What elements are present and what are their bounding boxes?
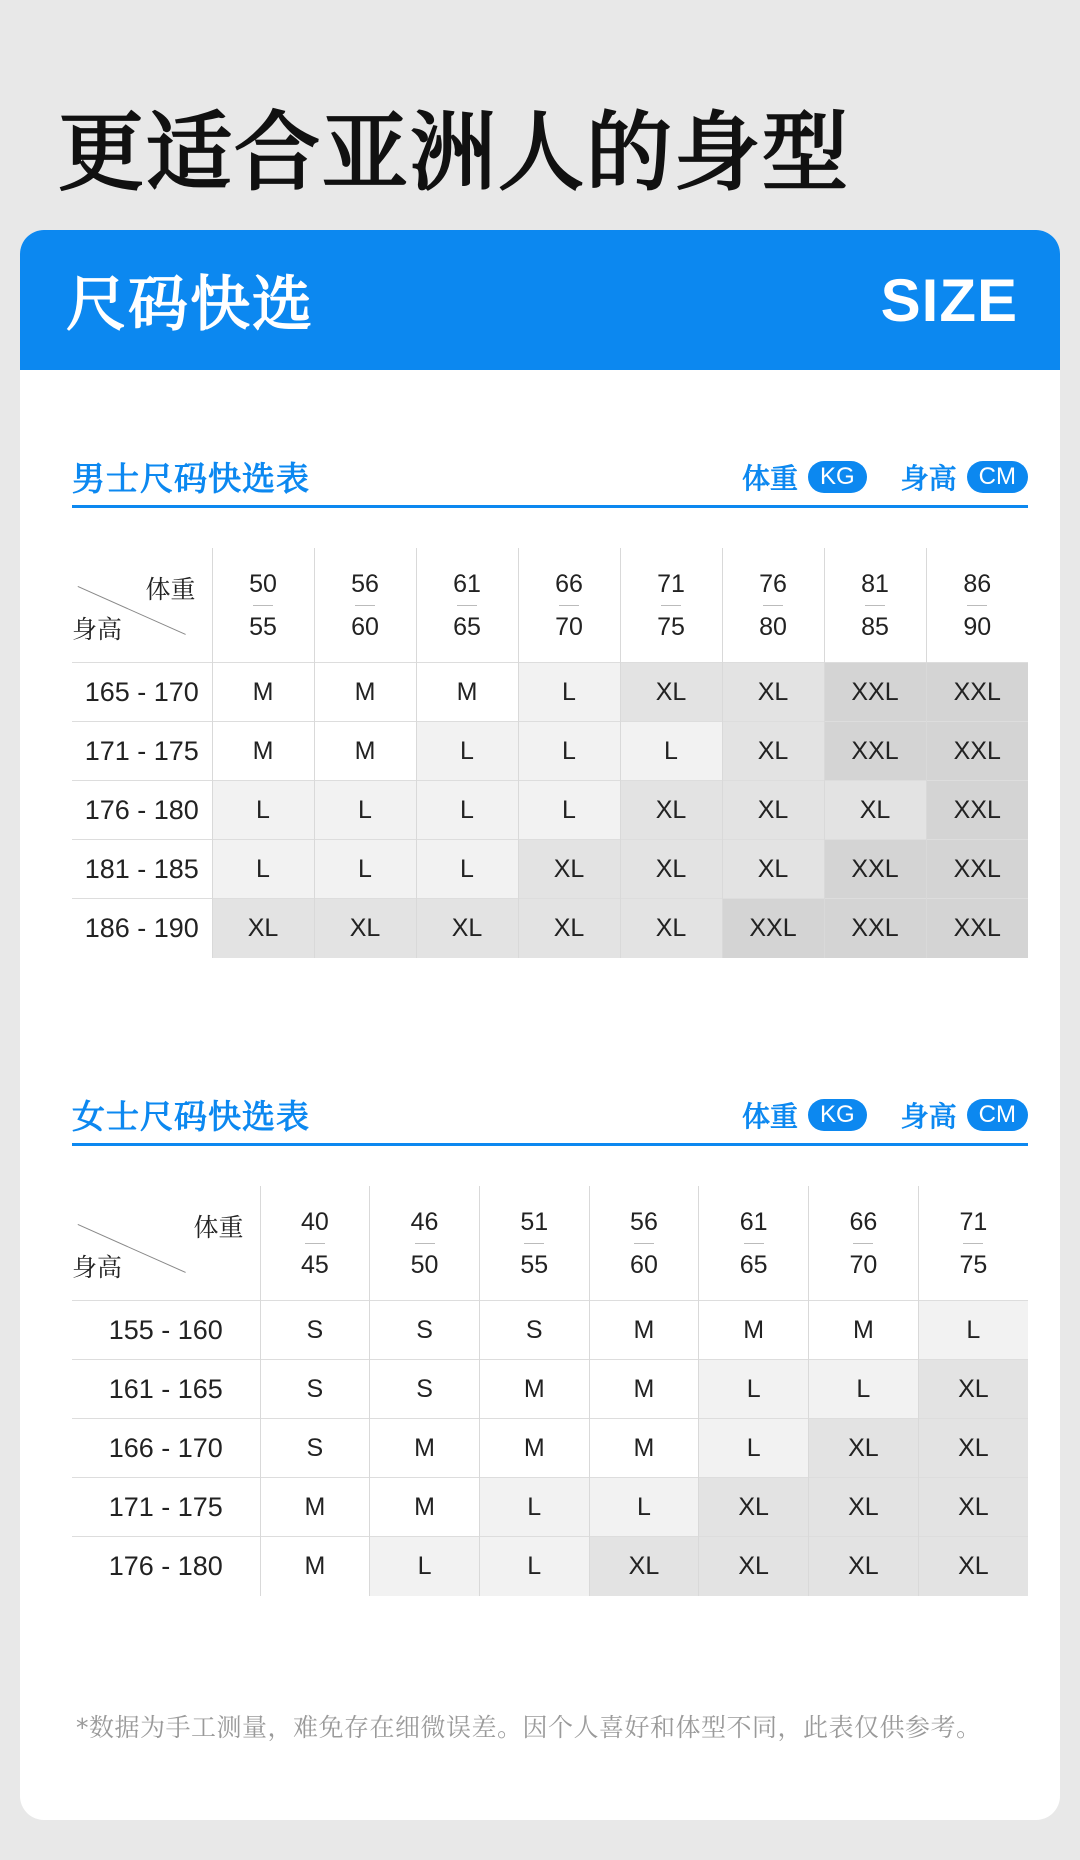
size-cell: L — [699, 1419, 809, 1478]
corner-header — [72, 1186, 260, 1301]
table-row — [72, 1419, 1028, 1478]
weight-range-header: $\frac{46}{50}$ — [370, 1186, 480, 1301]
size-cell: M — [314, 663, 416, 722]
size-cell: M — [589, 1419, 699, 1478]
size-cell: L — [518, 781, 620, 840]
size-cell: M — [212, 663, 314, 722]
men-units-legend — [742, 457, 1028, 497]
size-cell: XXL — [926, 781, 1028, 840]
size-cell: XXL — [926, 663, 1028, 722]
size-cell: XL — [589, 1537, 699, 1596]
corner-height-label: 身高 — [72, 1254, 123, 1282]
size-cell: L — [416, 840, 518, 899]
height-range-label: 161 - 165 — [72, 1360, 260, 1419]
size-cell: M — [260, 1478, 370, 1537]
size-cell: XL — [699, 1537, 809, 1596]
weight-unit-badge: KG — [808, 461, 867, 493]
women-section-title: 女士尺码快选表 — [72, 1097, 310, 1136]
height-label: 身高 — [900, 461, 957, 495]
weight-label: 体重 — [741, 1099, 798, 1133]
size-cell: M — [589, 1360, 699, 1419]
size-cell: L — [314, 840, 416, 899]
size-chart-card — [20, 230, 1060, 1820]
size-cell: L — [699, 1360, 809, 1419]
size-cell: XL — [809, 1478, 919, 1537]
table-row — [72, 781, 1028, 840]
size-cell: M — [314, 722, 416, 781]
size-cell: XL — [918, 1478, 1028, 1537]
size-cell: XXL — [824, 899, 926, 958]
weight-unit-badge: KG — [808, 1099, 867, 1131]
size-cell: S — [260, 1301, 370, 1360]
size-cell: XL — [809, 1537, 919, 1596]
size-cell: M — [589, 1301, 699, 1360]
size-cell: XL — [918, 1537, 1028, 1596]
men-size-table — [72, 548, 1028, 958]
weight-range-header: $\frac{66}{70}$ — [809, 1186, 919, 1301]
size-cell: XL — [620, 899, 722, 958]
corner-height-label: 身高 — [72, 616, 123, 644]
card-title: 尺码快选 — [66, 270, 314, 340]
size-cell: XL — [722, 663, 824, 722]
size-cell: M — [416, 663, 518, 722]
table-row — [72, 1360, 1028, 1419]
size-cell: XL — [620, 781, 722, 840]
men-section — [72, 448, 1028, 958]
weight-range-header: $\frac{61}{65}$ — [416, 548, 518, 663]
size-cell: XXL — [926, 722, 1028, 781]
size-cell: XXL — [722, 899, 824, 958]
table-row — [72, 663, 1028, 722]
weight-range-header: $\frac{76}{80}$ — [722, 548, 824, 663]
women-size-table — [72, 1186, 1028, 1596]
size-label: SIZE — [880, 266, 1018, 334]
size-cell: S — [479, 1301, 589, 1360]
height-range-label: 166 - 170 — [72, 1419, 260, 1478]
women-section-header — [72, 1086, 1028, 1146]
page-headline: 更适合亚洲人的身型 — [58, 103, 850, 203]
size-cell: XXL — [824, 663, 926, 722]
table-row — [72, 1537, 1028, 1596]
size-cell: XL — [824, 781, 926, 840]
table-row — [72, 722, 1028, 781]
size-cell: XL — [918, 1360, 1028, 1419]
table-row — [72, 1478, 1028, 1537]
size-cell: M — [479, 1419, 589, 1478]
size-cell: L — [518, 722, 620, 781]
weight-range-header: $\frac{50}{55}$ — [212, 548, 314, 663]
weight-range-header: $\frac{71}{75}$ — [918, 1186, 1028, 1301]
size-cell: L — [918, 1301, 1028, 1360]
height-range-label: 176 - 180 — [72, 1537, 260, 1596]
size-cell: XXL — [926, 840, 1028, 899]
disclaimer-note: *数据为手工测量，难免存在细微误差。因个人喜好和体型不同，此表仅供参考。 — [76, 1713, 982, 1742]
size-cell: S — [370, 1301, 480, 1360]
weight-range-header: $\frac{56}{60}$ — [589, 1186, 699, 1301]
size-cell: L — [479, 1537, 589, 1596]
corner-header — [72, 548, 212, 663]
table-row — [72, 840, 1028, 899]
size-cell: S — [260, 1419, 370, 1478]
height-range-label: 181 - 185 — [72, 840, 212, 899]
card-header — [20, 230, 1060, 370]
table-row — [72, 899, 1028, 958]
size-cell: L — [416, 722, 518, 781]
size-cell: L — [314, 781, 416, 840]
weight-range-header: $\frac{86}{90}$ — [926, 548, 1028, 663]
corner-weight-label: 体重 — [145, 576, 196, 604]
weight-label: 体重 — [741, 461, 798, 495]
size-cell: XL — [699, 1478, 809, 1537]
size-cell: XL — [518, 899, 620, 958]
table-row — [72, 1301, 1028, 1360]
size-cell: XL — [212, 899, 314, 958]
size-cell: M — [370, 1478, 480, 1537]
size-cell: XL — [809, 1419, 919, 1478]
size-cell: XL — [722, 781, 824, 840]
size-cell: L — [479, 1478, 589, 1537]
corner-weight-label: 体重 — [193, 1214, 244, 1242]
height-label: 身高 — [900, 1099, 957, 1133]
size-cell: XL — [918, 1419, 1028, 1478]
size-cell: L — [212, 781, 314, 840]
weight-range-header: $\frac{71}{75}$ — [620, 548, 722, 663]
size-cell: L — [416, 781, 518, 840]
weight-range-header: $\frac{40}{45}$ — [260, 1186, 370, 1301]
women-section — [72, 1086, 1028, 1596]
size-cell: S — [260, 1360, 370, 1419]
height-range-label: 155 - 160 — [72, 1301, 260, 1360]
size-cell: M — [260, 1537, 370, 1596]
height-range-label: 171 - 175 — [72, 722, 212, 781]
men-section-title: 男士尺码快选表 — [72, 459, 310, 498]
weight-range-header: $\frac{56}{60}$ — [314, 548, 416, 663]
size-cell: XXL — [926, 899, 1028, 958]
size-cell: XL — [722, 840, 824, 899]
size-cell: XL — [722, 722, 824, 781]
size-cell: XL — [620, 840, 722, 899]
size-cell: L — [370, 1537, 480, 1596]
height-range-label: 176 - 180 — [72, 781, 212, 840]
size-cell: L — [809, 1360, 919, 1419]
size-cell: S — [370, 1360, 480, 1419]
height-range-label: 186 - 190 — [72, 899, 212, 958]
size-cell: XXL — [824, 840, 926, 899]
weight-range-header: $\frac{61}{65}$ — [699, 1186, 809, 1301]
size-cell: XL — [518, 840, 620, 899]
size-cell: L — [518, 663, 620, 722]
height-unit-badge: CM — [967, 1099, 1028, 1131]
height-range-label: 165 - 170 — [72, 663, 212, 722]
size-cell: M — [809, 1301, 919, 1360]
weight-range-header: $\frac{66}{70}$ — [518, 548, 620, 663]
height-range-label: 171 - 175 — [72, 1478, 260, 1537]
weight-range-header: $\frac{81}{85}$ — [824, 548, 926, 663]
size-cell: M — [370, 1419, 480, 1478]
size-cell: XXL — [824, 722, 926, 781]
women-units-legend — [742, 1095, 1028, 1135]
weight-range-header: $\frac{51}{55}$ — [479, 1186, 589, 1301]
size-cell: XL — [416, 899, 518, 958]
size-cell: M — [479, 1360, 589, 1419]
men-section-header — [72, 448, 1028, 508]
size-cell: XL — [314, 899, 416, 958]
size-cell: L — [620, 722, 722, 781]
size-cell: L — [589, 1478, 699, 1537]
size-cell: L — [212, 840, 314, 899]
size-cell: XL — [620, 663, 722, 722]
height-unit-badge: CM — [967, 461, 1028, 493]
size-cell: M — [212, 722, 314, 781]
size-cell: M — [699, 1301, 809, 1360]
